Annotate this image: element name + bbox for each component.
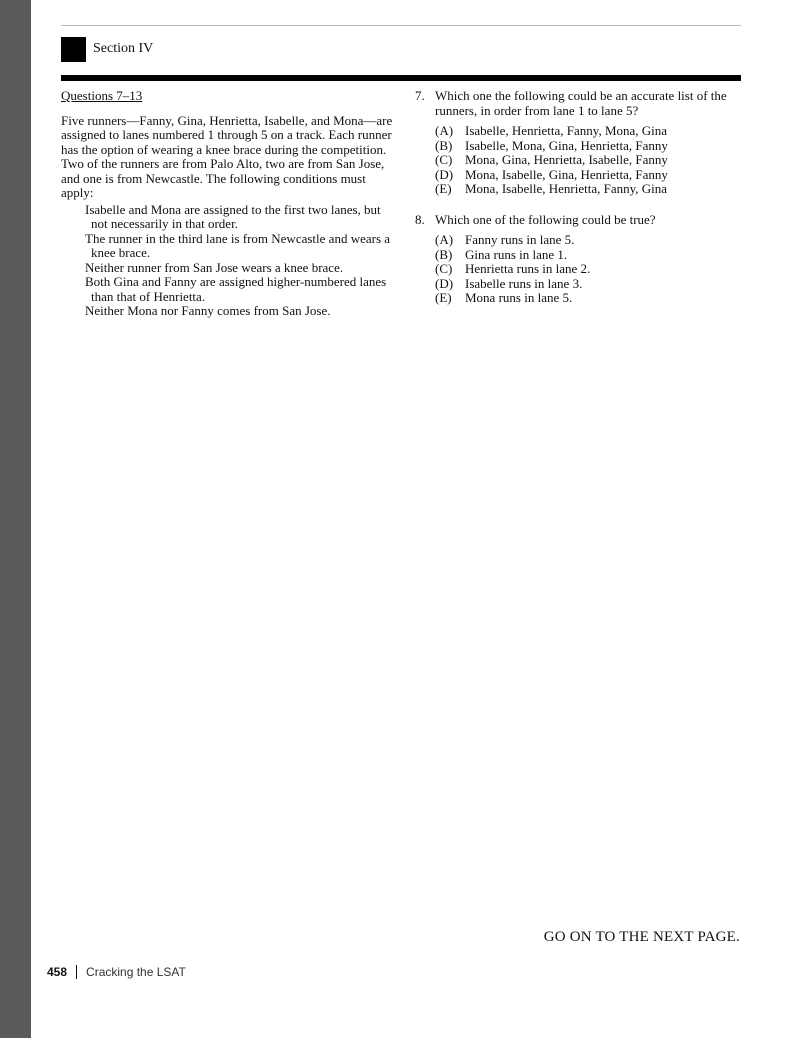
choice-letter: (C) [435, 152, 453, 167]
top-rule [61, 25, 741, 26]
question-7 [415, 89, 745, 197]
choice-letter: (D) [435, 275, 454, 291]
choice-d [435, 168, 745, 183]
section-label: Section IV [93, 41, 154, 56]
question-stem: Which one the following could be an accurate list of the runners, in order from lane 1 to lane 5? [435, 88, 727, 118]
choice-text: Henrietta runs in lane 2. [465, 261, 591, 276]
game-setup: Five runners—Fanny, Gina, Henrietta, Isabelle, and Mona—are assigned to lanes numbered 1 through 5 on a track. Each runner has the option of wearing a knee brace during the competition. Two of the runners are from Palo Alto, two are from San Jose, and one is from Newcastle. The following conditions must apply: [61, 112, 393, 200]
condition-5: Neither Mona nor Fanny comes from San Jose. [85, 303, 331, 318]
choice-text: Mona runs in lane 5. [465, 290, 573, 305]
choice-letter: (E) [435, 290, 452, 305]
stimulus-column [61, 89, 396, 319]
section-marker [61, 37, 86, 62]
condition-1: Isabelle and Mona are assigned to the first two lanes, but not necessarily in that order. [85, 201, 381, 231]
choice-text: Isabelle, Henrietta, Fanny, Mona, Gina [465, 123, 668, 138]
left-margin-bar [0, 0, 31, 1038]
choice-text: Fanny runs in lane 5. [465, 232, 575, 247]
choice-letter: (D) [435, 166, 454, 182]
header-divider [61, 75, 741, 81]
answer-choices [435, 124, 745, 197]
choice-a [435, 124, 745, 139]
choice-text: Isabelle runs in lane 3. [465, 275, 583, 291]
choice-c [435, 262, 745, 277]
choice-letter: (E) [435, 181, 452, 196]
condition-4: Both Gina and Fanny are assigned higher-numbered lanes than that of Henrietta. [85, 274, 387, 304]
choice-e [435, 291, 745, 306]
question-8 [415, 213, 745, 306]
choice-text: Mona, Isabelle, Gina, Henrietta, Fanny [465, 166, 668, 182]
choice-text: Mona, Gina, Henrietta, Isabelle, Fanny [465, 152, 668, 167]
choice-letter: (B) [435, 137, 453, 153]
page-number: 458 [47, 965, 68, 979]
book-title: Cracking the LSAT [86, 965, 186, 979]
choice-d [435, 277, 745, 292]
choice-letter: (A) [435, 232, 454, 247]
go-on-notice: GO ON TO THE NEXT PAGE. [543, 929, 740, 945]
condition-2: The runner in the third lane is from Newcastle and wears a knee brace. [85, 230, 391, 260]
questions-column [415, 89, 745, 306]
answer-choices [435, 233, 745, 306]
choice-c [435, 153, 745, 168]
choice-b [435, 139, 745, 154]
footer-separator [76, 965, 77, 979]
page-footer [47, 965, 186, 979]
choice-e [435, 182, 745, 197]
choice-letter: (C) [435, 261, 453, 276]
questions-heading: Questions 7–13 [61, 88, 143, 103]
choice-letter: (A) [435, 123, 454, 138]
question-stem: Which one of the following could be true? [435, 211, 656, 227]
choice-b [435, 248, 745, 263]
choice-a [435, 233, 745, 248]
question-number: 8. [415, 211, 425, 227]
question-number: 7. [415, 88, 425, 103]
choice-text: Isabelle, Mona, Gina, Henrietta, Fanny [465, 137, 668, 153]
choice-text: Mona, Isabelle, Henrietta, Fanny, Gina [465, 181, 668, 196]
condition-3: Neither runner from San Jose wears a knee brace. [85, 259, 344, 275]
choice-text: Gina runs in lane 1. [465, 246, 568, 262]
choice-letter: (B) [435, 246, 453, 262]
